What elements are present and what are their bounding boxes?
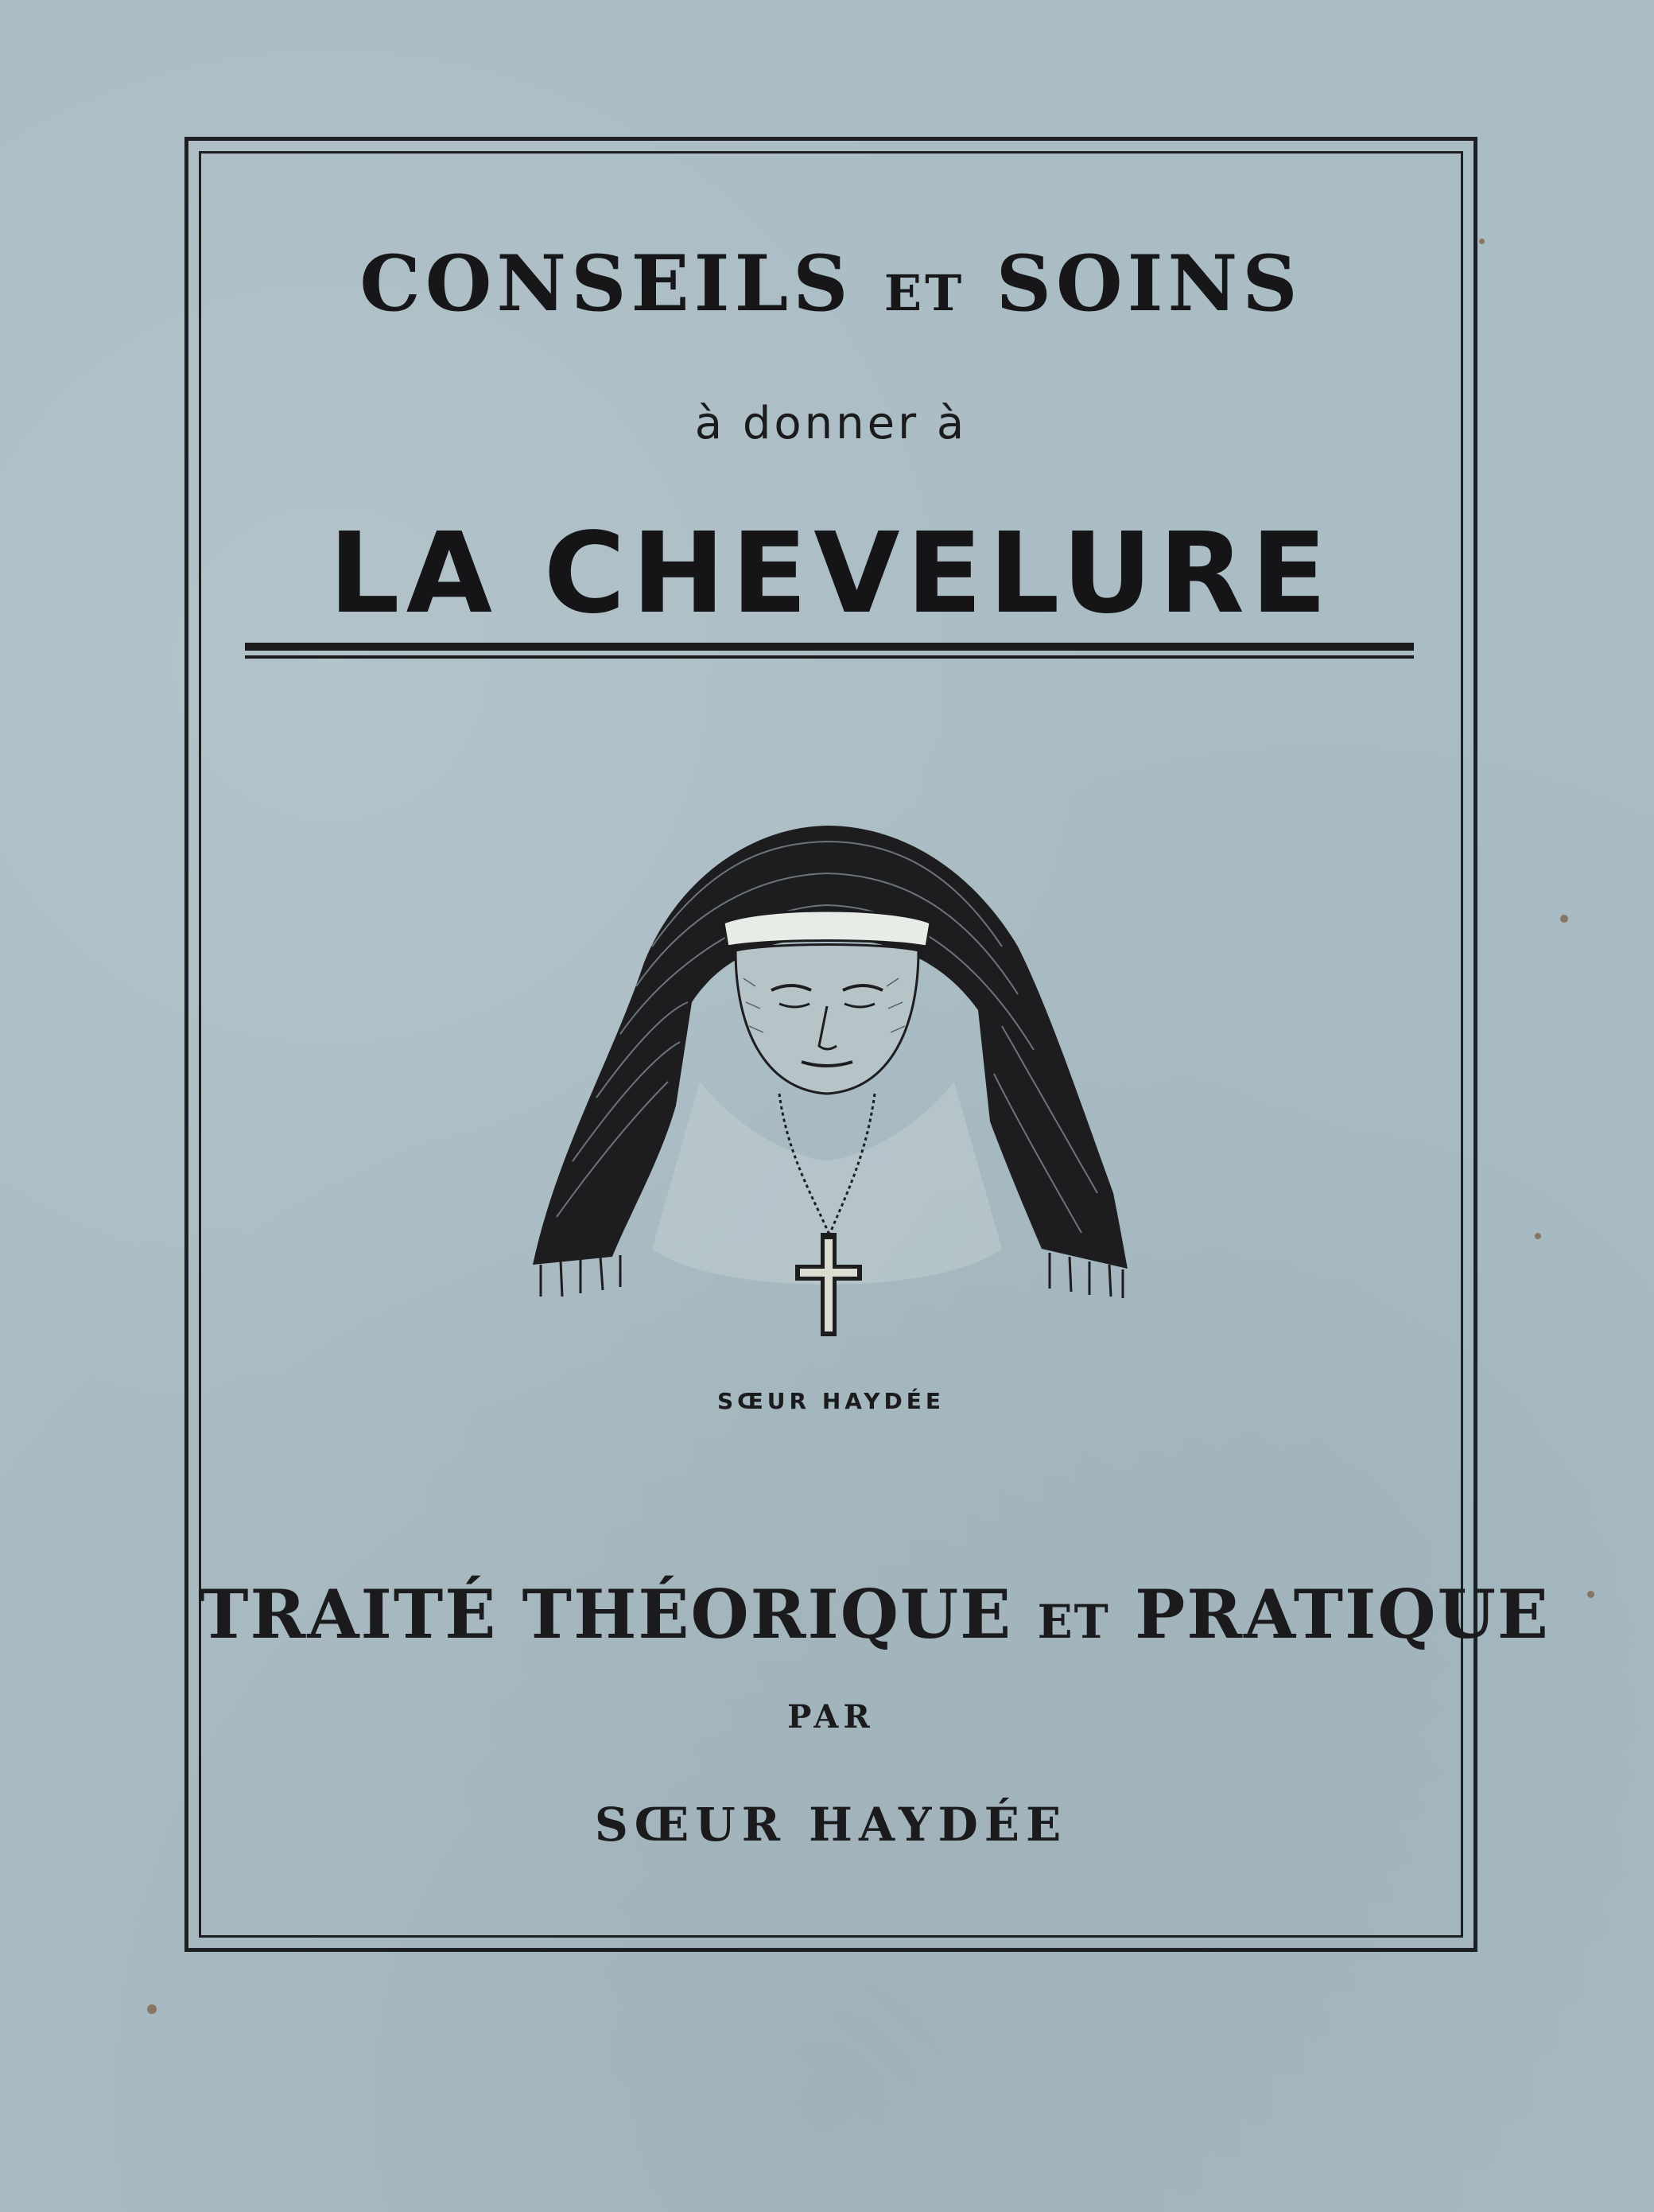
subtitle-part-1: TRAITÉ THÉORIQUE <box>199 1575 1013 1654</box>
title-underline-thin <box>245 655 1414 659</box>
title-word-et: ET <box>883 264 965 322</box>
title-word-soins: SOINS <box>996 239 1303 328</box>
by-label: PAR <box>787 1698 875 1736</box>
speck <box>147 2004 157 2014</box>
subtitle-part-3: PRATIQUE <box>1135 1575 1550 1654</box>
subtitle-part-2: ET <box>1037 1595 1110 1649</box>
subtitle <box>199 1575 1550 1654</box>
speck <box>1560 915 1568 923</box>
speck <box>1535 1233 1541 1239</box>
portrait-caption: SŒUR HAYDÉE <box>716 1388 945 1414</box>
title-line-2: à donner à <box>694 398 968 449</box>
title-line-1 <box>199 239 1463 328</box>
speck <box>1587 1591 1594 1598</box>
nun-portrait-engraving <box>525 819 1129 1344</box>
author-name: SŒUR HAYDÉE <box>594 1798 1068 1852</box>
title-underline-thick <box>245 643 1414 651</box>
title-word-conseils: CONSEILS <box>359 239 853 328</box>
speck <box>1479 239 1485 244</box>
main-title: LA CHEVELURE <box>328 509 1334 639</box>
